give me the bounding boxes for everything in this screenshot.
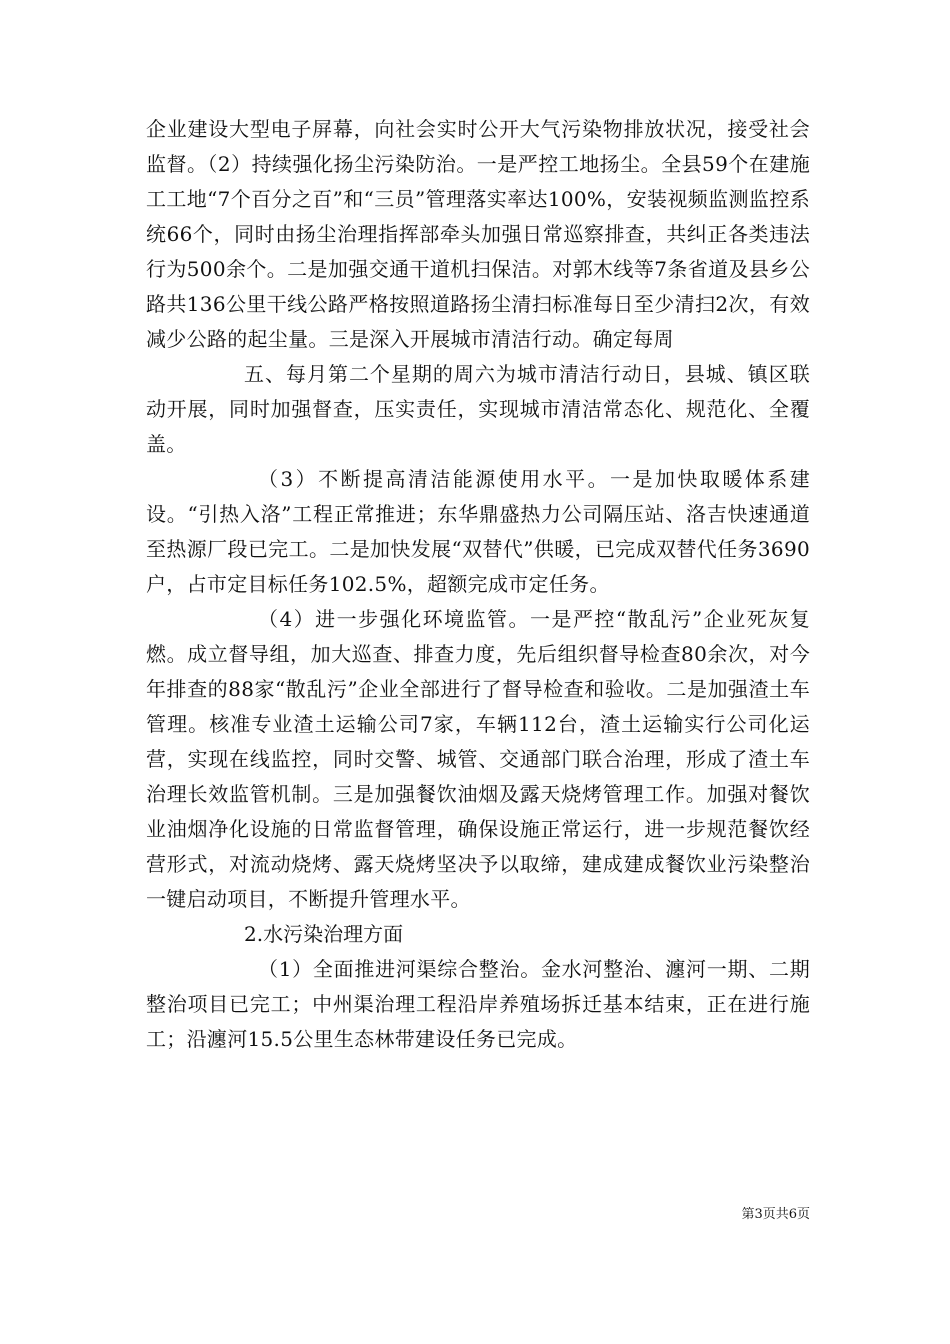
paragraph-cleaning-day: 五、每月第二个星期的周六为城市清洁行动日，县城、镇区联动开展，同时加强督查，压实责任，实现城市清洁常态化、规范化、全覆盖。: [146, 362, 810, 456]
section-heading-water: 2.水污染治理方面: [244, 922, 404, 946]
paragraph-clean-energy: （3）不断提高清洁能源使用水平。一是加快取暖体系建设。“引热入洛”工程正常推进；东华鼎盛热力公司隔压站、洛吉快速通道至热源厂段已完工。二是加快发展“双替代”供暖，已完成双替代任务3690户，占市定目标任务102.5%，超额完成市定任务。: [146, 467, 810, 596]
paragraph-river-renovation: （1）全面推进河渠综合整治。金水河整治、瀍河一期、二期整治项目已完工；中州渠治理工程沿岸养殖场拆迁基本结束，正在进行施工；沿瀍河15.5公里生态林带建设任务已完成。: [146, 957, 810, 1051]
paragraph-environment-supervision: （4）进一步强化环境监管。一是严控“散乱污”企业死灰复燃。成立督导组，加大巡查、排查力度，先后组织督导检查80余次，对今年排查的88家“散乱污”企业全部进行了督导检查和验收。二是加强渣土车管理。核准专业渣土运输公司7家，车辆112台，渣土运输实行公司化运营，实现在线监控，同时交警、城管、交通部门联合治理，形成了渣土车治理长效监管机制。三是加强餐饮油烟及露天烧烤管理工作。加强对餐饮业油烟净化设施的日常监督管理，确保设施正常运行，进一步规范餐饮经营形式，对流动烧烤、露天烧烤坚决予以取缔，建成建成餐饮业污染整治一键启动项目，不断提升管理水平。: [146, 607, 810, 911]
paragraph-air-dust: 企业建设大型电子屏幕，向社会实时公开大气污染物排放状况，接受社会监督。（2）持续强化扬尘污染防治。一是严控工地扬尘。全县59个在建施工工地“7个百分之百”和“三员”管理落实率达100%，安装视频监测监控系统66个，同时由扬尘治理指挥部牵头加强日常巡察排查，共纠正各类违法行为500余个。二是加强交通干道机扫保洁。对郭木线等7条省道及县乡公路共136公里干线公路严格按照道路扬尘清扫标准每日至少清扫2次，有效减少公路的起尘量。三是深入开展城市清洁行动。确定每周: [146, 117, 810, 351]
document-body: [146, 112, 810, 1057]
page-number: 第3页共6页: [741, 1207, 810, 1222]
